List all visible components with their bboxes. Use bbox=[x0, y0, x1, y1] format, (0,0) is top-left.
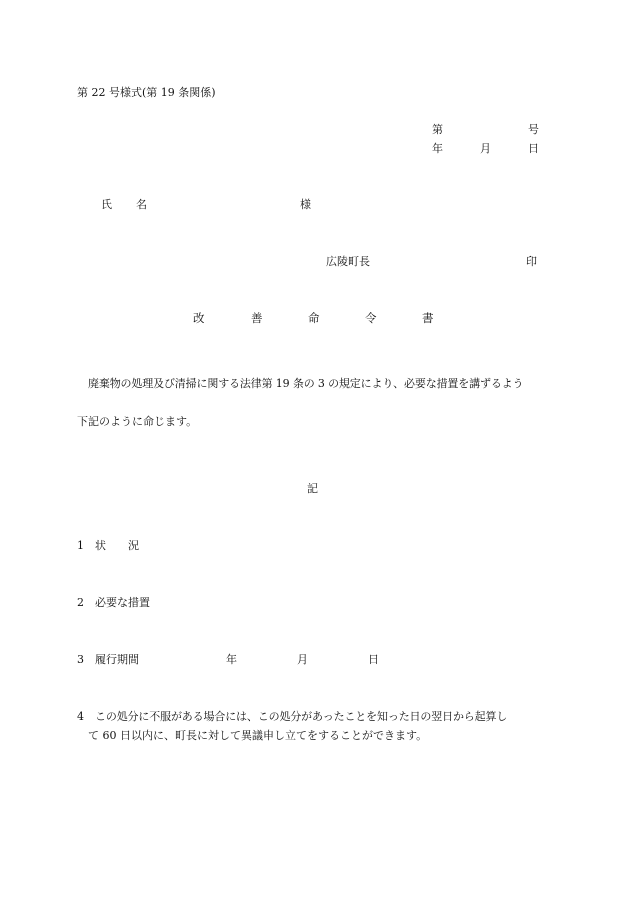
period-day-label: 日 bbox=[368, 653, 379, 666]
title-char: 書 bbox=[422, 311, 434, 325]
appeal-line-1: この処分に不服がある場合には、この処分があったことを知った日の翌日から起算し bbox=[95, 710, 508, 723]
item-label: 必要な措置 bbox=[95, 596, 150, 609]
title-char: 命 bbox=[308, 311, 320, 325]
date-year-label: 年 bbox=[432, 142, 443, 155]
date-month-label: 月 bbox=[480, 142, 491, 155]
item-label-char: 状 bbox=[95, 539, 106, 552]
form-label: 第 22 号様式(第 19 条関係) bbox=[77, 86, 216, 99]
item-number: 2 bbox=[77, 596, 84, 609]
issuer-name: 広陵町長 bbox=[326, 255, 370, 268]
addressee-mei: 名 bbox=[136, 198, 147, 211]
item-label: 履行期間 bbox=[95, 653, 139, 666]
item-number: 3 bbox=[77, 653, 84, 666]
item-number: 1 bbox=[77, 539, 84, 552]
date-day-label: 日 bbox=[528, 142, 539, 155]
reference-dai: 第 bbox=[432, 123, 443, 136]
reference-go: 号 bbox=[528, 123, 539, 136]
item-label-char: 況 bbox=[128, 539, 139, 552]
period-month-label: 月 bbox=[297, 653, 308, 666]
body-line-2: 下記のように命じます。 bbox=[77, 415, 198, 428]
title-char: 改 bbox=[193, 311, 205, 325]
item-number: 4 bbox=[77, 710, 84, 723]
period-year-label: 年 bbox=[226, 653, 237, 666]
seal-mark: 印 bbox=[526, 255, 537, 268]
title-char: 令 bbox=[365, 311, 377, 325]
body-line-1: 廃棄物の処理及び清掃に関する法律第 19 条の 3 の規定により、必要な措置を講ずるよう bbox=[88, 377, 524, 390]
addressee-shi: 氏 bbox=[101, 198, 112, 211]
addressee-sama: 様 bbox=[300, 198, 311, 211]
title-char: 善 bbox=[251, 311, 263, 325]
ki-heading: 記 bbox=[307, 482, 318, 495]
appeal-line-2: て 60 日以内に、町長に対して異議申し立てをすることができます。 bbox=[88, 729, 428, 742]
